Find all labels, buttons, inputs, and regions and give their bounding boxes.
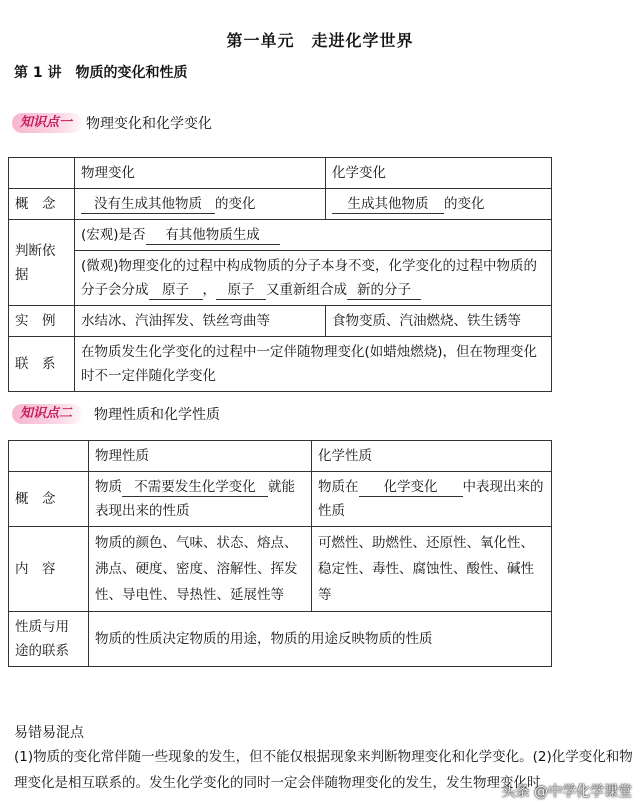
row-label-content: 内 容 xyxy=(9,527,89,612)
table-row xyxy=(9,612,552,667)
header-chemical-property: 化学性质 xyxy=(312,441,552,472)
cell-text: ， xyxy=(202,282,216,298)
knowledge-point-2-title: 物理性质和化学性质 xyxy=(94,407,221,423)
table-row xyxy=(9,441,552,472)
table-row xyxy=(9,251,552,306)
concept-chemical-cell xyxy=(326,189,552,220)
physical-chemical-property-table xyxy=(8,440,552,667)
cell-text: 中表现出来的性质 xyxy=(318,479,544,519)
relation-cell: 在物质发生化学变化的过程中一定伴随物理变化(如蜡烛燃烧)，但在物理变化时不一定伴随化学变化 xyxy=(75,337,552,392)
table-row xyxy=(9,189,552,220)
row-label-concept: 概 念 xyxy=(9,472,89,527)
cell-text: 又重新组合成 xyxy=(266,282,347,298)
knowledge-point-2-badge: 知识点二 xyxy=(12,404,82,424)
header-physical-change: 物理变化 xyxy=(75,158,326,189)
watermark: 头条 @中学化学课堂 xyxy=(501,784,632,800)
knowledge-point-1-badge: 知识点一 xyxy=(12,113,82,133)
content-physical-cell: 物质的颜色、气味、状态、熔点、沸点、硬度、密度、溶解性、挥发性、导电性、导热性、延展性等 xyxy=(89,527,312,612)
header-chemical-change: 化学变化 xyxy=(326,158,552,189)
concept-physical-cell xyxy=(75,189,326,220)
basis-micro-cell xyxy=(75,251,552,306)
cell-text: 物质在 xyxy=(318,479,359,495)
concept-physical-cell xyxy=(89,472,312,527)
cell-text: (宏观)是否 xyxy=(81,227,146,243)
unit-title: 第一单元 走进化学世界 xyxy=(226,31,414,50)
knowledge-point-1-title: 物理变化和化学变化 xyxy=(86,116,213,132)
fill-blank: 原子 xyxy=(216,281,266,300)
cell-text: 就能表现出来的性质 xyxy=(95,479,295,519)
fill-blank: 生成其他物质 xyxy=(332,195,444,214)
fill-blank: 不需要发生化学变化 xyxy=(122,478,268,497)
row-label-basis: 判断依据 xyxy=(9,220,75,306)
row-label-example: 实 例 xyxy=(9,306,75,337)
table-row xyxy=(9,337,552,392)
row-label-relation: 联 系 xyxy=(9,337,75,392)
table-cell-empty xyxy=(9,441,89,472)
fill-blank: 没有生成其他物质 xyxy=(81,195,215,214)
cell-text: 的变化 xyxy=(444,196,485,212)
cell-text: 的变化 xyxy=(215,196,256,212)
row-label-usage-relation: 性质与用途的联系 xyxy=(9,612,89,667)
table-cell-empty xyxy=(9,158,75,189)
lecture-title: 第 1 讲 物质的变化和性质 xyxy=(14,65,188,81)
header-physical-property: 物理性质 xyxy=(89,441,312,472)
knowledge-point-2-header xyxy=(12,404,220,424)
concept-chemical-cell xyxy=(312,472,552,527)
cell-text: 物质 xyxy=(95,479,122,495)
cell-text: (微观)物理变化的过程中构成物质的分子本身不变，化学变化的过程中物质的分子会分成 xyxy=(81,258,538,298)
table-row xyxy=(9,306,552,337)
fill-blank: 新的分子 xyxy=(347,281,421,300)
fill-blank: 有其他物质生成 xyxy=(146,226,280,245)
content-chemical-cell: 可燃性、助燃性、还原性、氧化性、稳定性、毒性、腐蚀性、酸性、碱性等 xyxy=(312,527,552,612)
usage-relation-cell: 物质的性质决定物质的用途，物质的用途反映物质的性质 xyxy=(89,612,552,667)
table-row xyxy=(9,158,552,189)
example-physical-cell: 水结冰、汽油挥发、铁丝弯曲等 xyxy=(75,306,326,337)
basis-macro-cell xyxy=(75,220,552,251)
physical-chemical-change-table xyxy=(8,157,552,392)
table-row xyxy=(9,220,552,251)
example-chemical-cell: 食物变质、汽油燃烧、铁生锈等 xyxy=(326,306,552,337)
table-row xyxy=(9,472,552,527)
notes-heading: 易错易混点 xyxy=(14,725,84,741)
knowledge-point-1-header xyxy=(12,113,212,133)
fill-blank: 原子 xyxy=(149,281,203,300)
table-row xyxy=(9,527,552,612)
row-label-concept: 概 念 xyxy=(9,189,75,220)
fill-blank: 化学变化 xyxy=(359,478,463,497)
notes-paragraph: (1)物质的变化常伴随一些现象的发生，但不能仅根据现象来判断物理变化和化学变化。(2)化学变化和物理变化是相互联系的。发生化学变化的同时一定会伴随物理变化的发生，发生物理变化时 xyxy=(14,749,633,791)
